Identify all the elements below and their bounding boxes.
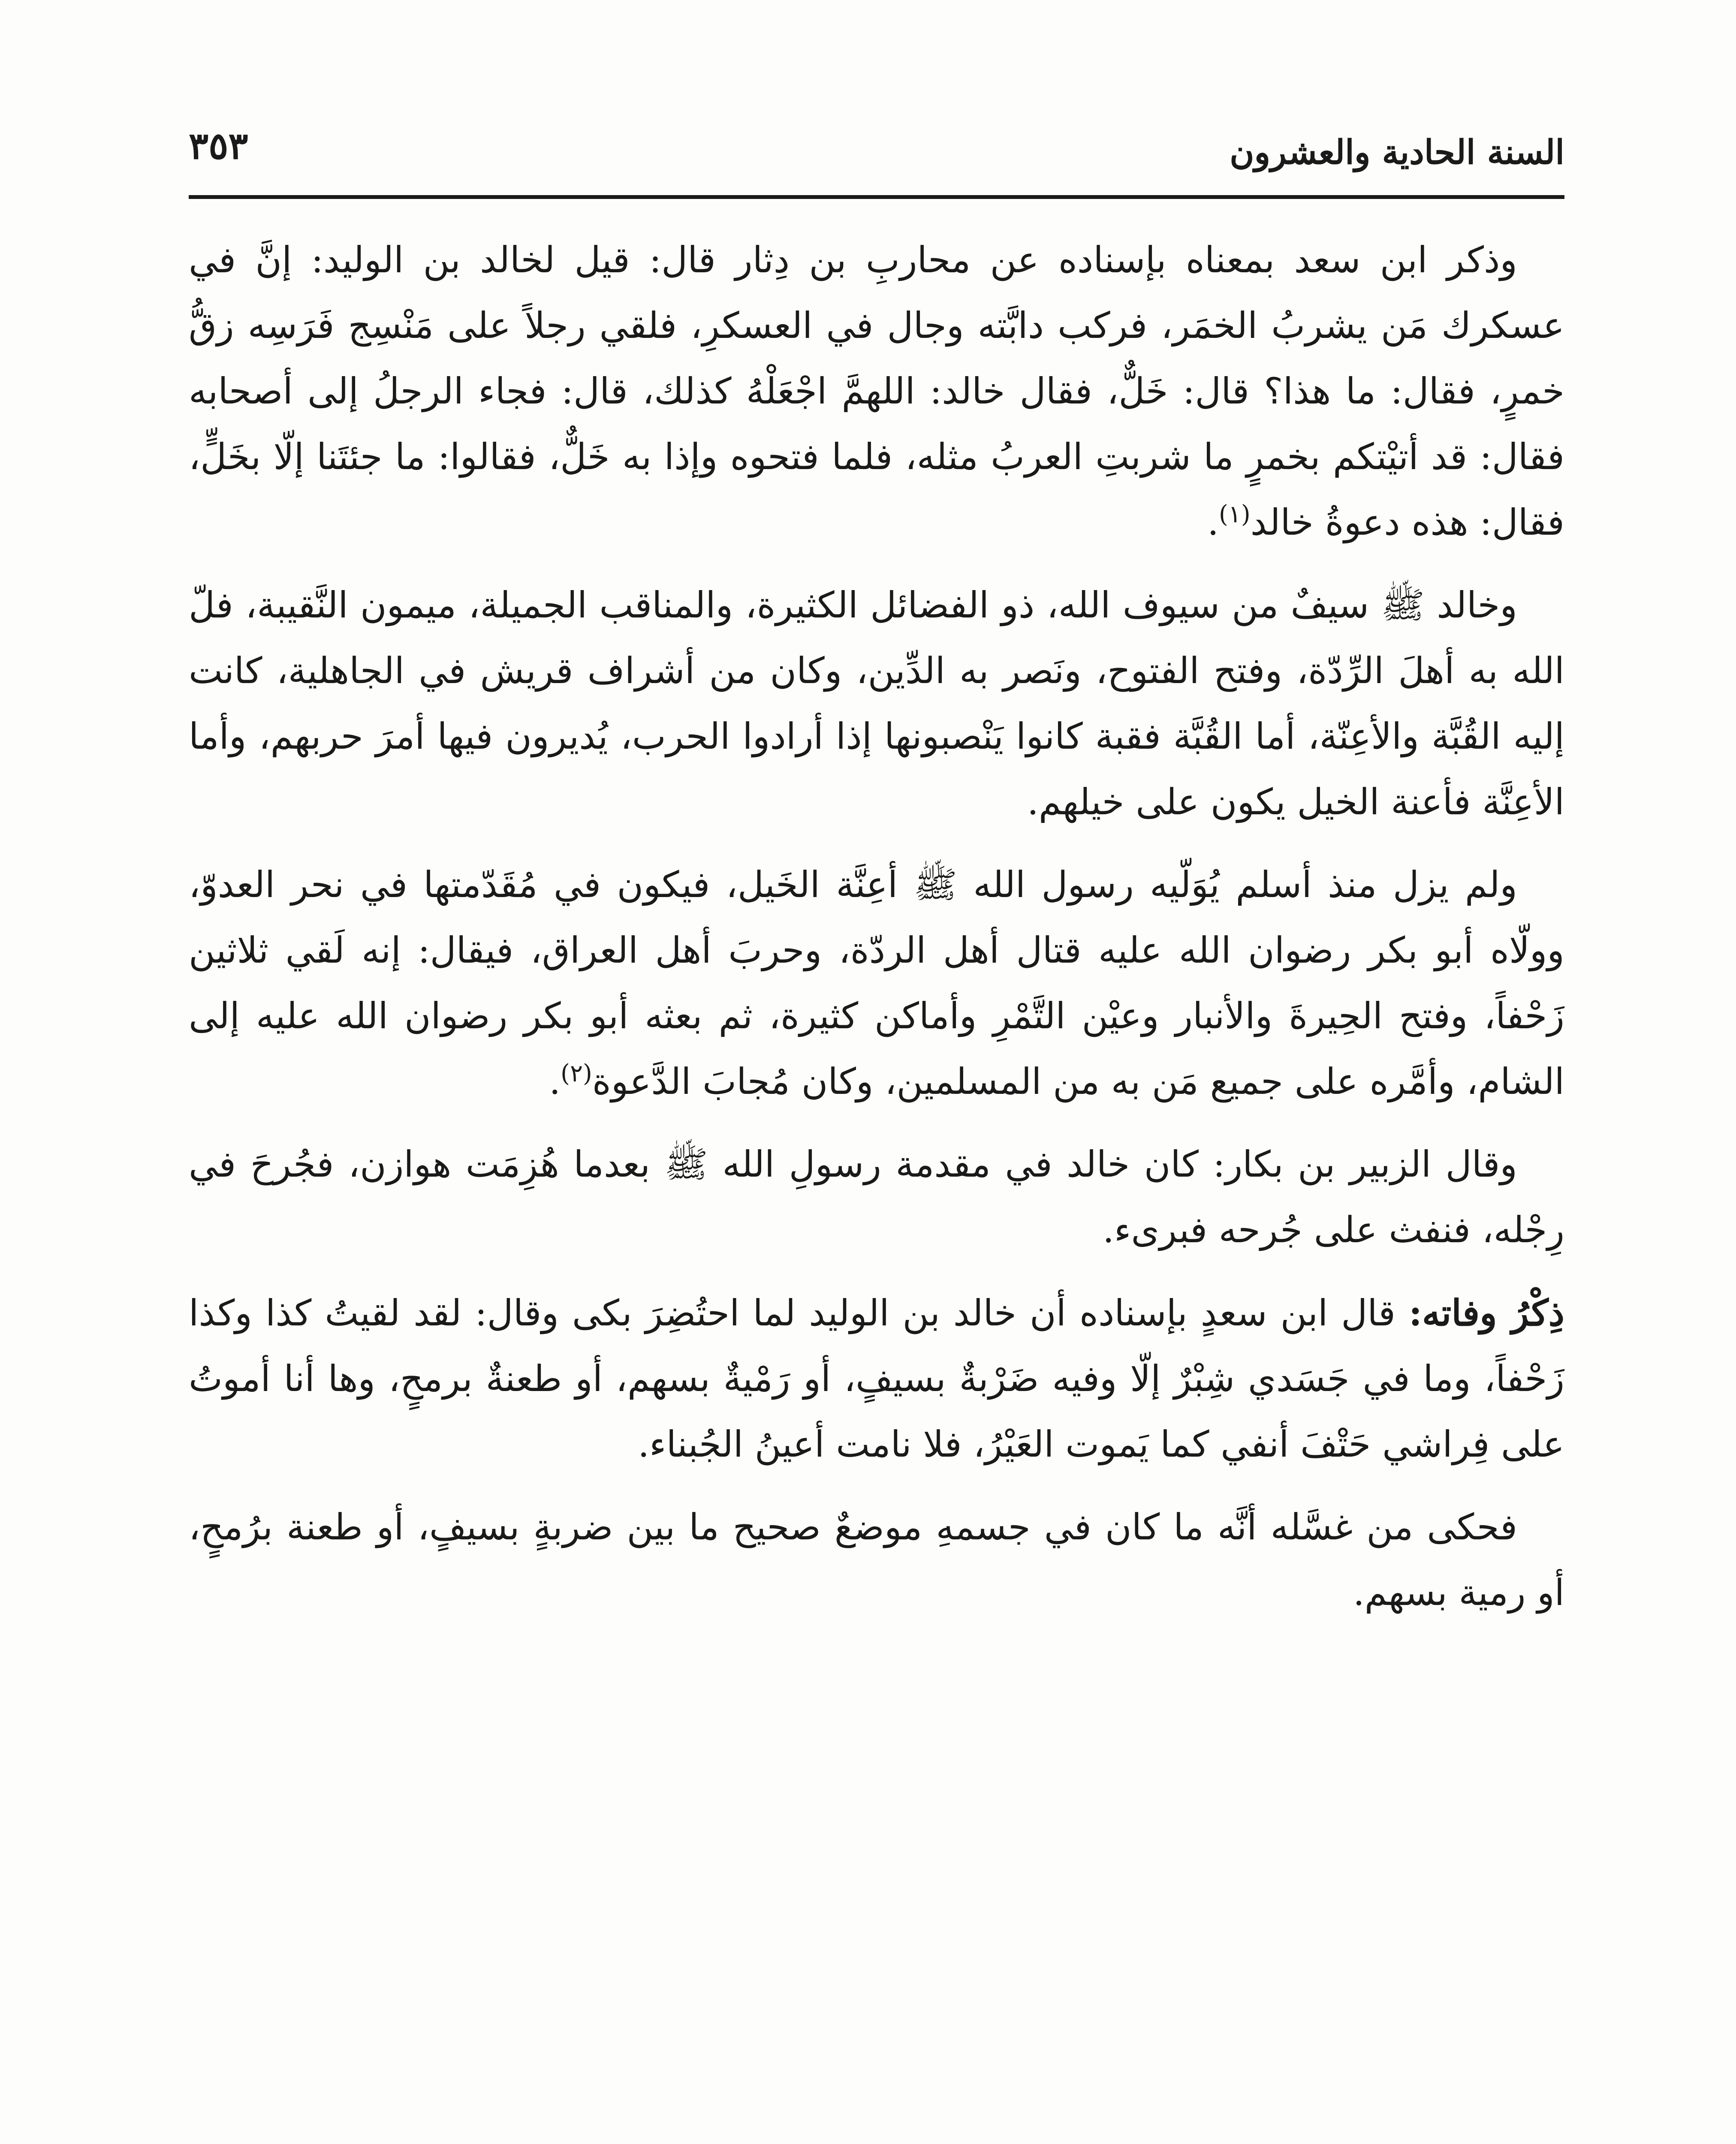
header-rule: [189, 195, 1564, 199]
paragraph-5: [189, 1280, 1564, 1477]
main-text: [189, 227, 1564, 1643]
paragraph-3-text: ولم يزل منذ أسلم يُوَلّيه رسول الله ﷺ أعِنَّة الخَيل، فيكون في مُقَدّمتها في نحر العدوّ، وولّاه أبو بكر رضوان الله عليه قتال أهل الردّة، وحربَ أهل العراق، فيقال: إنه لَقي ثلاثين زَحْفاً، وفتح الحِيرةَ والأنبار وعيْن التَّمْرِ وأماكن كثيرة، ثم بعثه أبو بكر رضوان الله عليه إلى الشام، وأمَّره على جميع مَن به من المسلمين، وكان مُجابَ الدَّعوة: [189, 864, 1564, 1102]
paragraph-1-tail: .: [1207, 501, 1219, 543]
footnote-ref-2: (٢): [561, 1060, 592, 1087]
paragraph-4: [189, 1132, 1564, 1263]
paragraph-3: [189, 852, 1564, 1114]
footnote-ref-1: (١): [1218, 500, 1251, 528]
paragraph-1: [189, 227, 1564, 555]
page-number: ٣٥٣: [189, 124, 248, 168]
paragraph-2-text: وخالد ﷺ سيفٌ من سيوف الله، ذو الفضائل الكثيرة، والمناقب الجميلة، ميمون النَّقيبة، فلّ الله به أهلَ الرِّدّة، وفتح الفتوح، ونَصر به الدِّين، وكان من أشراف قريش في الجاهلية، كانت إليه القُبَّة والأعِنّة، أما القُبَّة فقبة كانوا يَنْصبونها إذا أرادوا الحرب، يُديرون فيها أمرَ حربهم، وأما الأعِنَّة فأعنة الخيل يكون على خيلهم.: [189, 584, 1564, 823]
page-header: [189, 116, 1564, 180]
paragraph-6: [189, 1494, 1564, 1626]
section-heading-death: ذِكْرُ وفاته:: [1409, 1292, 1564, 1334]
paragraph-5-text: قال ابن سعدٍ بإسناده أن خالد بن الوليد لما احتُضِرَ بكى وقال: لقد لقيتُ كذا وكذا زَحْفاً، وما في جَسَدي شِبْرٌ إلّا وفيه ضَرْبةٌ بسيفٍ، أو رَمْيةٌ بسهم، أو طعنةٌ برمحٍ، وها أنا أموتُ على فِراشي حَتْفَ أنفي كما يَموت العَيْرُ، فلا نامت أعينُ الجُبناء.: [189, 1292, 1564, 1465]
paragraph-4-text: وقال الزبير بن بكار: كان خالد في مقدمة رسولِ الله ﷺ بعدما هُزِمَت هوازن، فجُرحَ في رِجْله، فنفث على جُرحه فبرىء.: [189, 1143, 1564, 1251]
paragraph-2: [189, 572, 1564, 835]
paragraph-6-text: فحكى من غسَّله أنَّه ما كان في جسمهِ موضعٌ صحيح ما بين ضربةٍ بسيفٍ، أو طعنة برُمحٍ، أو رمية بسهم.: [189, 1506, 1564, 1614]
paragraph-1-text: وذكر ابن سعد بمعناه بإسناده عن محاربِ بن دِثار قال: قيل لخالد بن الوليد: إنَّ في عسكرك مَن يشربُ الخمَر، فركب دابَّته وجال في العسكرِ، فلقي رجلاً على مَنْسِج فَرَسِه زقُّ خمرٍ، فقال: ما هذا؟ قال: خَلٌّ، فقال خالد: اللهمَّ اجْعَلْهُ كذلك، قال: فجاء الرجلُ إلى أصحابه فقال: قد أتيْتكم بخمرٍ ما شربتِ العربُ مثله، فلما فتحوه وإذا به خَلٌّ، فقالوا: ما جئتَنا إلّا بخَلٍّ، فقال: هذه دعوةُ خالد: [189, 239, 1564, 543]
running-title: السنة الحادية والعشرون: [1230, 133, 1564, 172]
paragraph-3-tail: .: [549, 1060, 561, 1102]
